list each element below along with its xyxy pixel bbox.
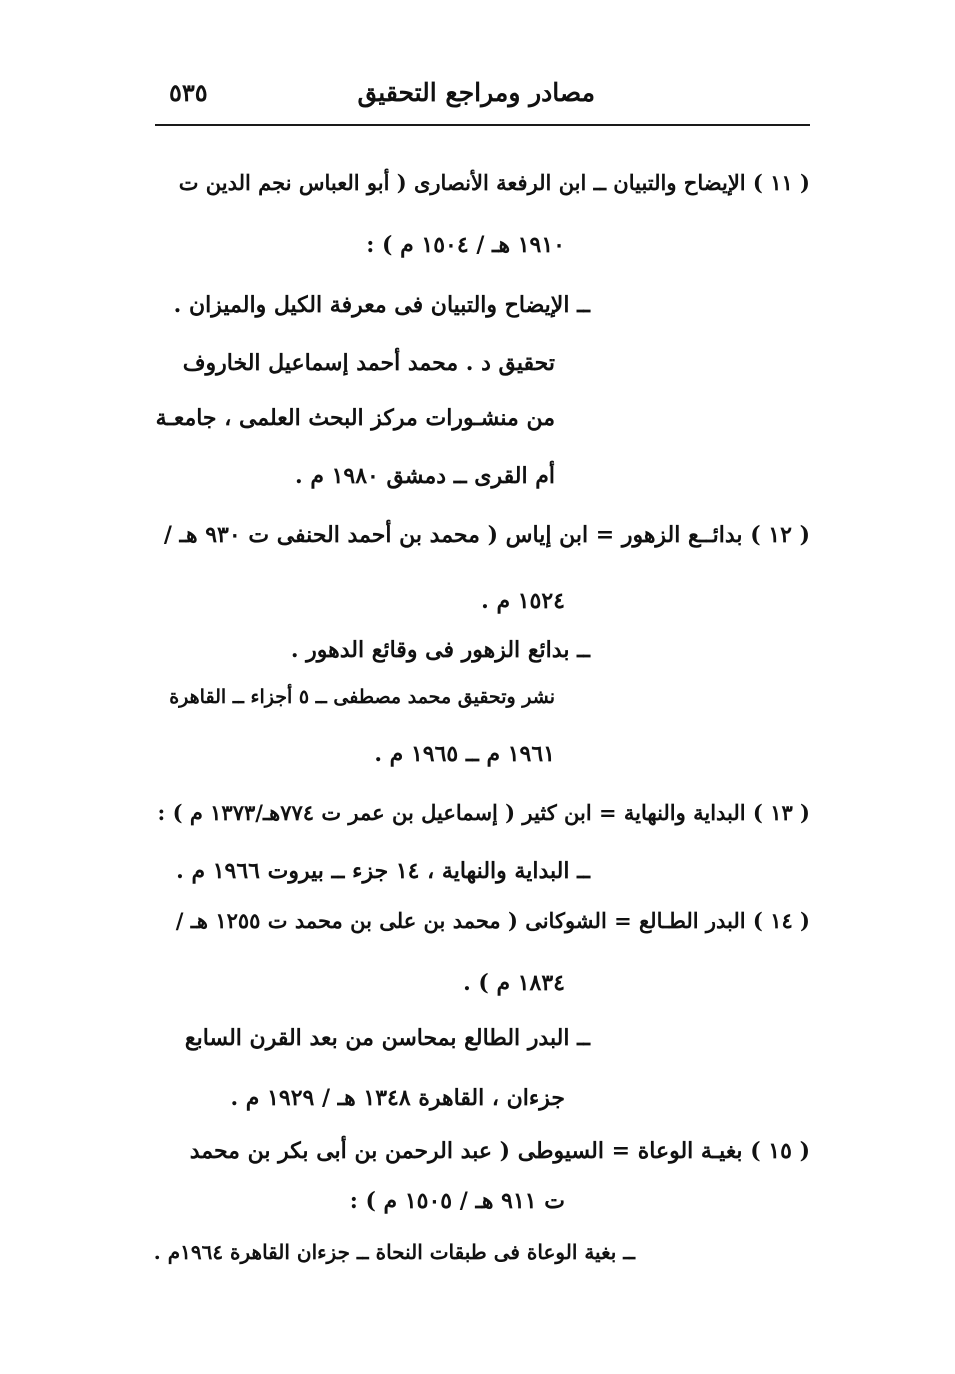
- entry-14-heading: ( ١٤ ) البدر الطـالع = الشوكانى ( محمد بن على بن محمد ت ١٢٥٥ هـ /: [175, 908, 810, 933]
- entry-11-place: أم القرى ــ دمشق ١٩٨٠ م .: [295, 463, 555, 489]
- entry-12-editor: نشر وتحقيق محمد مصطفى ــ ٥ أجزاء ــ القاهرة: [169, 686, 555, 708]
- entry-15-work-title: ــ بغية الوعاة فى طبقات النحاة ــ جزءان القاهرة ١٩٦٤م .: [153, 1240, 635, 1264]
- header-rule: [155, 124, 810, 126]
- entry-11-work-title: ــ الإيضاح والتبيان فى معرفة الكيل والميزان .: [173, 292, 590, 318]
- entry-11-publisher: من منشـورات مركز البحث العلمى ، جامعـة: [155, 405, 555, 431]
- entry-12-place: ١٩٦١ م ــ ١٩٦٥ م .: [374, 741, 555, 767]
- entry-13-heading: ( ١٣ ) البداية والنهاية = ابن كثير ( إسماعيل بن عمر ت ٧٧٤هـ/١٣٧٣ م ) :: [157, 800, 810, 825]
- entry-12-work-title: ــ بدائع الزهور فى وقائع الدهور .: [290, 637, 590, 663]
- entry-14-place: جزءان ، القاهرة ١٣٤٨ هـ / ١٩٢٩ م .: [230, 1085, 565, 1111]
- entry-12-dates: ١٥٢٤ م .: [481, 588, 565, 614]
- entry-14-work-title: ــ البدر الطالع بمحاسن من بعد القرن السابع: [184, 1025, 590, 1051]
- entry-13-work-title: ــ البداية والنهاية ، ١٤ جزء ــ بيروت ١٩٦٦ م .: [176, 858, 590, 884]
- entry-15-heading: ( ١٥ ) بغيـة الوعاة = السيوطى ( عبد الرحمن بن أبى بكر بن محمد: [189, 1138, 810, 1164]
- entry-11-editor: تحقيق د . محمد أحمد إسماعيل الخاروف: [182, 350, 555, 376]
- entry-11-dates: ١٩١٠ هـ / ١٥٠٤ م ) :: [366, 232, 565, 258]
- entry-15-dates: ت ٩١١ هـ / ١٥٠٥ م ) :: [349, 1188, 565, 1214]
- page-number: ٥٣٥: [169, 78, 208, 107]
- entry-12-heading: ( ١٢ ) بدائــع الزهور = ابن إياس ( محمد بن أحمد الحنفى ت ٩٣٠ هـ /: [163, 522, 810, 548]
- running-title: مصادر ومراجع التحقيق: [357, 78, 595, 107]
- entry-11-heading: ( ١١ ) الإيضاح والتبيان ــ ابن الرفعة الأنصارى ( أبو العباس نجم الدين ت: [178, 170, 810, 195]
- running-header: [155, 78, 810, 128]
- entry-14-dates: ١٨٣٤ م ) .: [463, 970, 565, 996]
